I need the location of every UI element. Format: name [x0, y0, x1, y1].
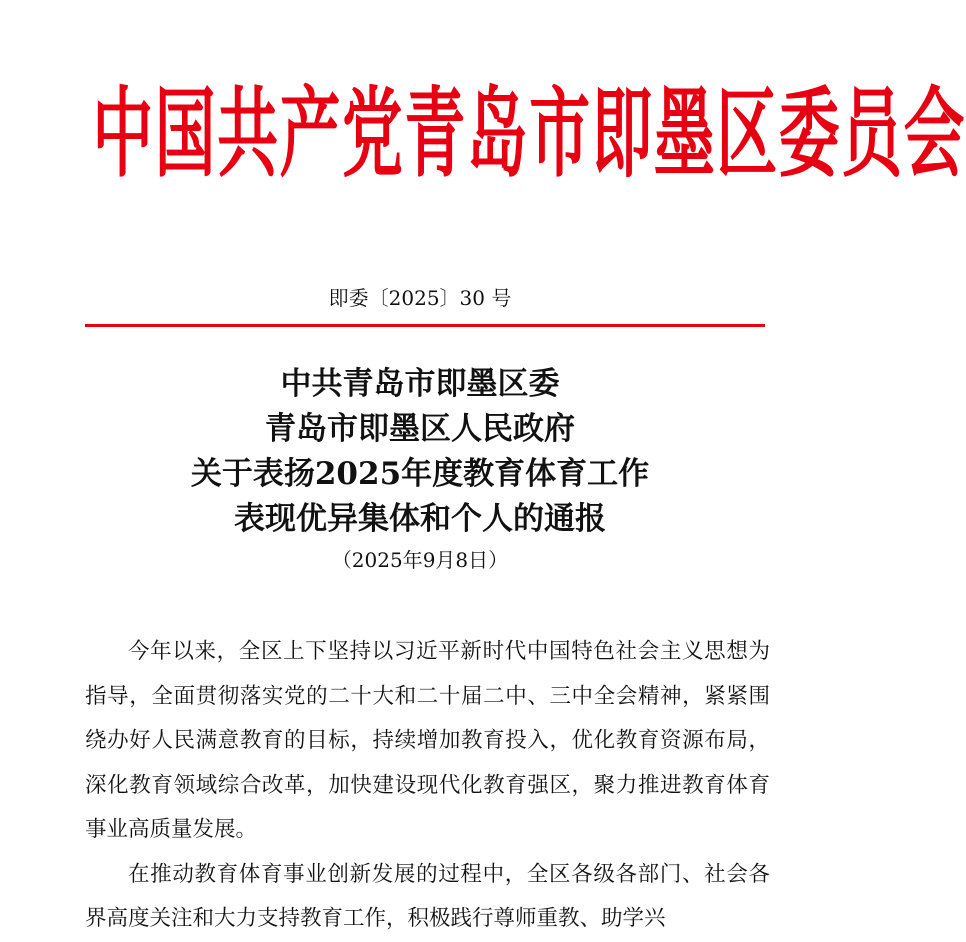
masthead-title: 中国共产党青岛市即墨区委员会 [92, 77, 966, 192]
notice-title-line-2: 青岛市即墨区人民政府 [265, 411, 575, 447]
document-number: 即委〔2025〕30 号 [328, 286, 512, 310]
body-paragraph-1: 今年以来，全区上下坚持以习近平新时代中国特色社会主义思想为指导，全面贯彻落实党的二十大和二十届二中、三中全会精神，紧紧围绕办好人民满意教育的目标，持续增加教育投入，优化教育资源布局，深化教育领域综合改革，加快建设现代化教育强区，聚力推进教育体育事业高质量发展。 [85, 639, 770, 842]
red-divider-line [85, 324, 765, 327]
notice-date: （2025年9月8日） [331, 548, 509, 572]
body-paragraph-2: 在推动教育体育事业创新发展的过程中，全区各级各部门、社会各界高度关注和大力支持教育工作，积极践行尊师重教、助学兴 [85, 861, 770, 931]
notice-title-line-4: 表现优异集体和个人的通报 [234, 501, 606, 537]
notice-title-line-1: 中共青岛市即墨区委 [280, 366, 560, 402]
notice-title-block [0, 362, 840, 576]
notice-title-line-3: 关于表扬2025年度教育体育工作 [190, 456, 650, 492]
body-text [85, 630, 770, 942]
